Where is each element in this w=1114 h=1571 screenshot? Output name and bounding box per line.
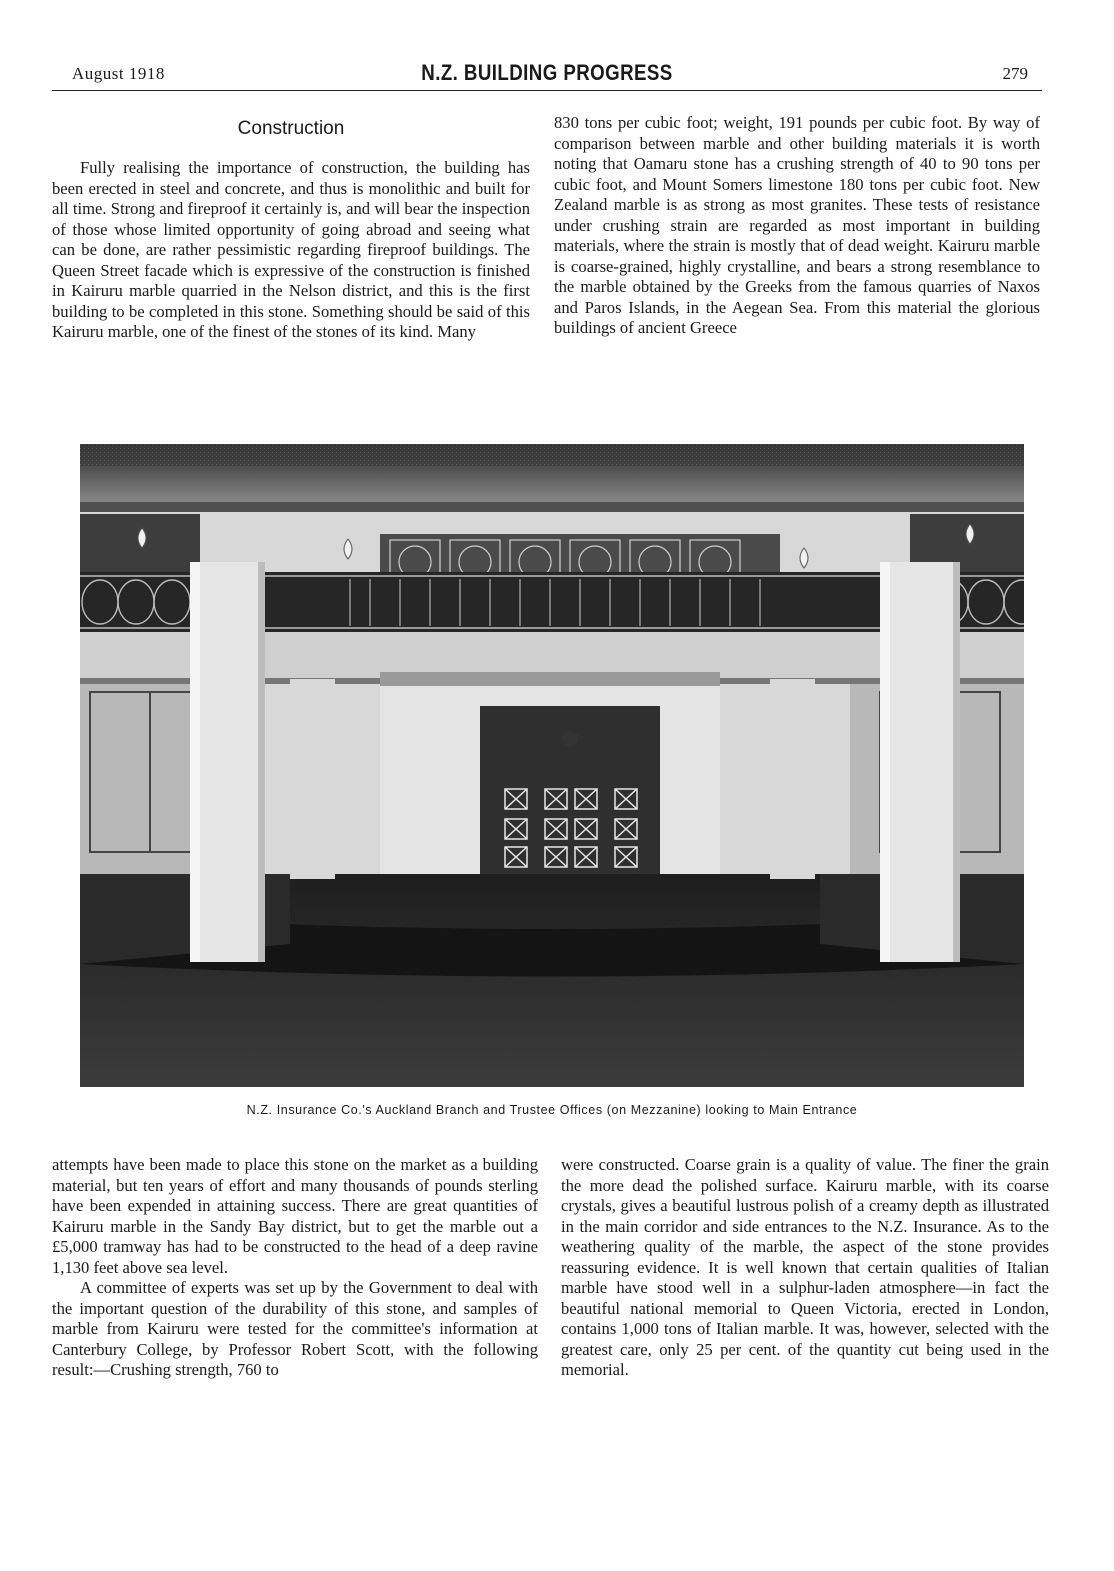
column-top-left xyxy=(52,158,530,343)
publication-title: N.Z. BUILDING PROGRESS xyxy=(421,60,673,85)
page-header xyxy=(52,58,1042,90)
column-bottom-right xyxy=(561,1155,1049,1381)
paragraph: Fully realising the importance of construction, the building has been erected in steel and concrete, and thus is monolithic and built for all time. Strong and fireproof it certainly is, and will bear the inspection of those whose limited opportunity of going abroad and seeing what can be done, are rather pessimistic regarding fireproof buildings. The Queen Street facade which is expressive of the construction is finished in Kairuru marble quarried in the Nelson district, and this is the first building to be completed in this stone. Something should be said of this Kairuru marble, one of the finest of the stones of its kind. Many xyxy=(52,158,530,341)
photo-caption: N.Z. Insurance Co.'s Auckland Branch and Trustee Offices (on Mezzanine) looking to Main Entrance xyxy=(246,1103,858,1117)
page-number: 279 xyxy=(1002,64,1028,83)
paragraph: 830 tons per cubic foot; weight, 191 pounds per cubic foot. By way of comparison between marble and other building materials it is worth noting that Oamaru stone has a crushing strength of 40 to 90 tons per cubic foot, and Mount Somers limestone 180 tons per cubic foot. New Zealand marble is as strong as most granites. These tests of resistance under crushing strain are regarded as most important in building materials, where the strain is mostly that of dead weight. Kairuru marble is coarse-grained, highly crystalline, and bears a strong resemblance to the marble obtained by the Greeks from the famous quarries of Naxos and Paros Islands, in the Aegean Sea. From this material the glorious buildings of ancient Greece xyxy=(554,113,1040,337)
paragraph: A committee of experts was set up by the Government to deal with the important question of the durability of this stone, and samples of marble from Kairuru were tested for the committee's information at Canterbury College, by Professor Robert Scott, with the following result:—Crushing strength, 760 to xyxy=(52,1278,538,1379)
interior-photograph xyxy=(80,444,1024,1087)
paragraph: attempts have been made to place this stone on the market as a building material, but ten years of effort and many thousands of pounds sterling have been expended in attaining success. There are great quantities of Kairuru marble in the Sandy Bay district, but to get the marble out a £5,000 tramway has had to be constructed to the head of a deep ravine 1,130 feet above sea level. xyxy=(52,1155,538,1277)
column-bottom-left xyxy=(52,1155,538,1381)
issue-date: August 1918 xyxy=(72,64,165,83)
paragraph: were constructed. Coarse grain is a quality of value. The finer the grain the more dead the polished surface. Kairuru marble, with its coarse crystals, gives a beautiful lustrous polish of a creamy depth as illustrated in the main corridor and side entrances to the N.Z. Insurance. As to the weathering quality of the marble, the aspect of the stone provides reassuring evidence. It is well known that certain qualities of Italian marble have stood well in a sulphur-laden atmosphere—in fact the beautiful national memorial to Queen Victoria, erected in London, contains 1,000 tons of Italian marble. It was, however, selected with the greatest care, only 25 per cent. of the quantity cut being used in the memorial. xyxy=(561,1155,1049,1379)
section-heading: Construction xyxy=(237,118,345,139)
column-top-right xyxy=(554,113,1040,339)
header-rule xyxy=(52,90,1042,91)
